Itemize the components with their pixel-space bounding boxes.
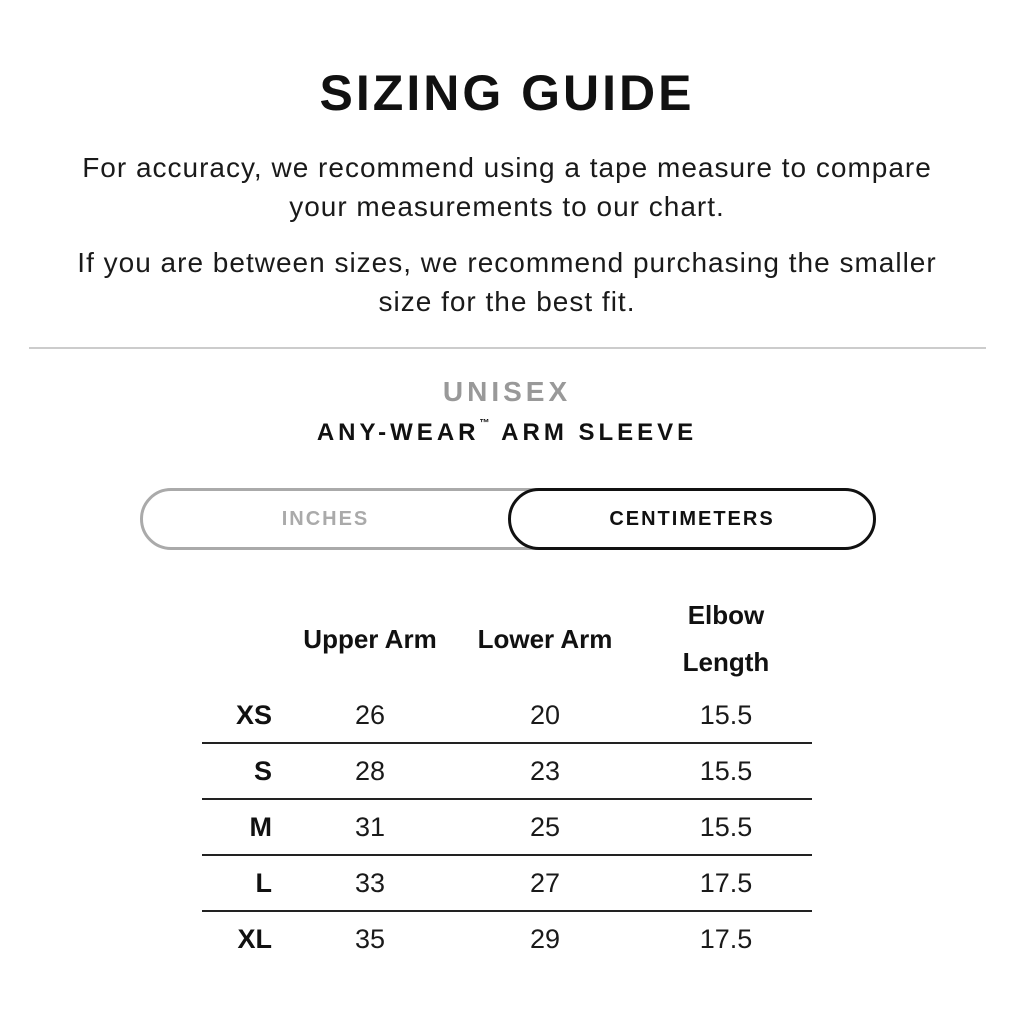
size-label: XL: [202, 911, 290, 966]
table-row: [202, 799, 812, 855]
lower-arm-value: 23: [450, 743, 640, 799]
unit-toggle: [140, 488, 875, 550]
size-label: M: [202, 799, 290, 855]
lower-arm-value: 29: [450, 911, 640, 966]
lower-arm-value: 20: [529, 699, 561, 730]
unit-toggle-centimeters[interactable]: CENTIMETERS: [508, 488, 876, 550]
upper-arm-value: 26: [354, 699, 386, 730]
product-name-suffix: ARM SLEEVE: [501, 419, 698, 446]
header-upper-arm: Upper Arm: [303, 623, 437, 654]
table-row: [202, 911, 812, 966]
lower-arm-value: 25: [450, 799, 640, 855]
table-row: [202, 743, 812, 799]
size-label: XS: [235, 699, 272, 730]
size-label: L: [202, 855, 290, 911]
table-row: [202, 688, 812, 743]
upper-arm-value: 31: [290, 799, 450, 855]
header-elbow-line1: Elbow: [687, 600, 765, 630]
product-name-main: ANY-WEAR: [316, 419, 480, 446]
upper-arm-value: 33: [290, 855, 450, 911]
product-category: UNISEX: [442, 376, 572, 407]
product-name: [0, 418, 1014, 447]
elbow-length-value: 15.5: [640, 743, 812, 799]
upper-arm-value: 35: [290, 911, 450, 966]
elbow-length-value: 15.5: [640, 799, 812, 855]
intro-paragraph-between-sizes: If you are between sizes, we recommend purchasing the smaller size for the best fit.: [77, 247, 937, 317]
header-elbow-line2: Length: [682, 647, 770, 677]
elbow-length-value: 17.5: [640, 855, 812, 911]
header-elbow-length: [640, 590, 812, 688]
size-label: S: [202, 743, 290, 799]
intro-paragraph-accuracy: For accuracy, we recommend using a tape measure to compare your measurements to our chart.: [82, 152, 932, 222]
trademark-symbol: ™: [479, 418, 491, 429]
table-row: [202, 855, 812, 911]
upper-arm-value: 28: [290, 743, 450, 799]
size-chart-table: [202, 590, 812, 966]
section-divider: [29, 347, 986, 349]
page-title: SIZING GUIDE: [319, 65, 695, 121]
elbow-length-value: 17.5: [640, 911, 812, 966]
header-size: [202, 590, 290, 688]
unit-toggle-inches[interactable]: INCHES: [281, 508, 370, 530]
elbow-length-value: 15.5: [699, 699, 753, 730]
table-header-row: [202, 590, 812, 688]
lower-arm-value: 27: [450, 855, 640, 911]
header-lower-arm: Lower Arm: [477, 623, 613, 654]
